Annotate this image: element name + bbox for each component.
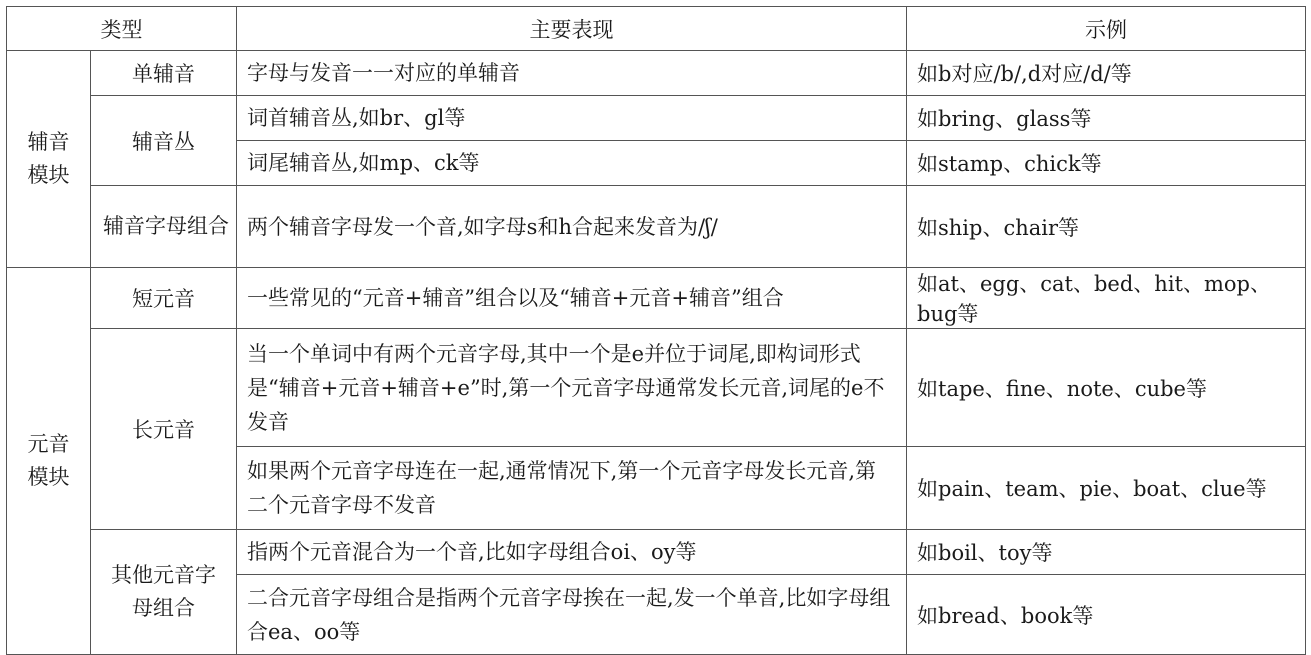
subtype-short-vowel: 短元音: [91, 268, 237, 329]
example: 如stamp、chick等: [907, 141, 1306, 186]
phonics-table: [6, 6, 1306, 655]
table-row: [7, 530, 1306, 575]
subtype-label: 其他元音字母组合: [111, 563, 216, 620]
subtype-label: 辅音字母组合: [103, 214, 229, 238]
example: 如ship、chair等: [907, 186, 1306, 268]
header-main: 主要表现: [237, 7, 907, 51]
category-label: 元音模块: [27, 432, 70, 489]
header-row: [7, 7, 1306, 51]
description: 两个辅音字母发一个音,如字母s和h合起来发音为/ʃ/: [237, 186, 907, 268]
example: 如boil、toy等: [907, 530, 1306, 575]
table-row: [7, 96, 1306, 141]
description: 一些常见的“元音+辅音”组合以及“辅音+元音+辅音”组合: [237, 268, 907, 329]
category-vowel: [7, 268, 91, 655]
description: 字母与发音一一对应的单辅音: [237, 51, 907, 96]
description: 指两个元音混合为一个音,比如字母组合oi、oy等: [237, 530, 907, 575]
table-row: [7, 186, 1306, 268]
description: 词尾辅音丛,如mp、ck等: [237, 141, 907, 186]
example: 如tape、fine、note、cube等: [907, 329, 1306, 447]
category-consonant: [7, 51, 91, 268]
table-row: [7, 268, 1306, 329]
header-type: 类型: [7, 7, 237, 51]
header-example: 示例: [907, 7, 1306, 51]
subtype-single-consonant: 单辅音: [91, 51, 237, 96]
table-row: [7, 51, 1306, 96]
subtype-other-vowel-combination: [91, 530, 237, 655]
example: 如at、egg、cat、bed、hit、mop、bug等: [907, 268, 1306, 329]
example: 如pain、team、pie、boat、clue等: [907, 447, 1306, 530]
description: 词首辅音丛,如br、gl等: [237, 96, 907, 141]
subtype-consonant-cluster: 辅音丛: [91, 96, 237, 186]
example: 如b对应/b/,d对应/d/等: [907, 51, 1306, 96]
description: 二合元音字母组合是指两个元音字母挨在一起,发一个单音,比如字母组合ea、oo等: [237, 575, 907, 655]
category-label: 辅音模块: [27, 130, 70, 187]
description: 如果两个元音字母连在一起,通常情况下,第一个元音字母发长元音,第二个元音字母不发音: [237, 447, 907, 530]
subtype-long-vowel: 长元音: [91, 329, 237, 530]
example: 如bread、book等: [907, 575, 1306, 655]
subtype-consonant-digraph: [91, 186, 237, 268]
description: 当一个单词中有两个元音字母,其中一个是e并位于词尾,即构词形式是“辅音+元音+辅音+e”时,第一个元音字母通常发长元音,词尾的e不发音: [237, 329, 907, 447]
example: 如bring、glass等: [907, 96, 1306, 141]
table-row: [7, 329, 1306, 447]
